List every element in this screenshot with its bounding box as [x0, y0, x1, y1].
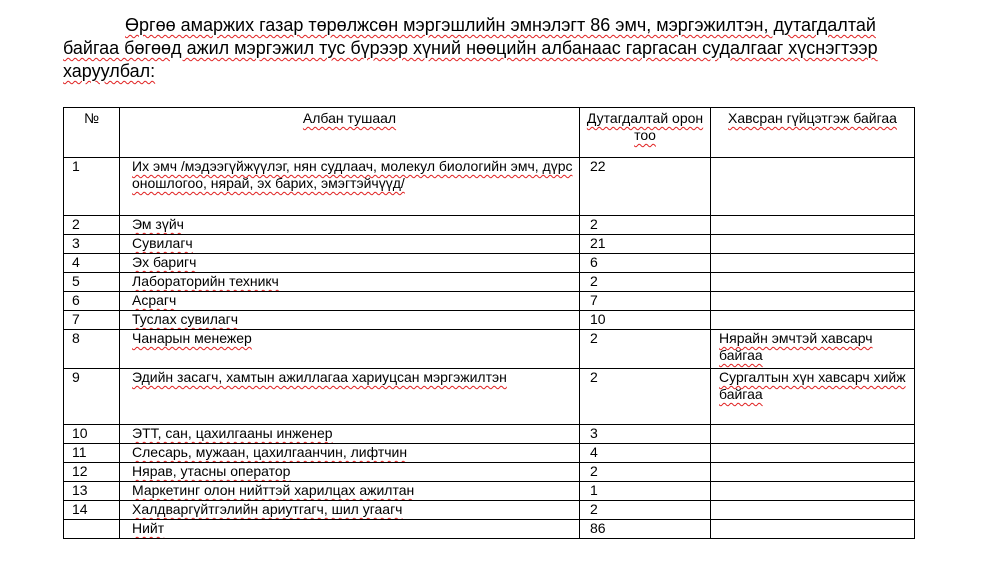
- intro-paragraph: Өргөө амаржих газар төрөлжсөн мэргэшлийн эмнэлэгт 86 эмч, мэргэжилтэн, дутагдалтай байгаа бөгөөд ажил мэргэжил тус бүрээр хүний нөөцийн албанаас гаргасан судалгааг хүснэгтээр харуулбал:: [63, 15, 878, 81]
- cell-shortage: 22: [580, 158, 711, 216]
- table-row: [64, 216, 915, 235]
- cell-number: 1: [64, 158, 120, 216]
- cell-number: 8: [64, 330, 120, 369]
- cell-shortage: 7: [580, 292, 711, 311]
- cell-shortage: 86: [580, 520, 711, 539]
- cell-shortage: 2: [580, 501, 711, 520]
- cell-combined: [711, 501, 915, 520]
- table-row: [64, 425, 915, 444]
- table-row: [64, 330, 915, 369]
- cell-shortage: 10: [580, 311, 711, 330]
- table-row: [64, 444, 915, 463]
- cell-shortage: 4: [580, 444, 711, 463]
- cell-position: Эдийн засагч, хамтын ажиллагаа хариуцсан мэргэжилтэн: [120, 369, 580, 425]
- table-body: [64, 158, 915, 539]
- cell-position: Сувилагч: [120, 235, 580, 254]
- table-total-row: [64, 520, 915, 539]
- cell-number: 4: [64, 254, 120, 273]
- cell-combined: Сургалтын хүн хавсарч хийж байгаа: [711, 369, 915, 425]
- cell-position: Их эмч /мэдээгүйжүүлэг, нян судлаач, молекул биологийн эмч, дүрс оношлогоо, нярай, эх барих, эмэгтэйчүүд/: [120, 158, 580, 216]
- cell-number: 14: [64, 501, 120, 520]
- cell-position: Халдваргүйтгэлийн ариутгагч, шил угаагч: [120, 501, 580, 520]
- cell-number: 3: [64, 235, 120, 254]
- cell-number: [64, 520, 120, 539]
- cell-combined: [711, 235, 915, 254]
- cell-position: Чанарын менежер: [120, 330, 580, 369]
- cell-number: 7: [64, 311, 120, 330]
- cell-position: Нярав, утасны оператор: [120, 463, 580, 482]
- cell-number: 13: [64, 482, 120, 501]
- cell-combined: [711, 311, 915, 330]
- cell-shortage: 3: [580, 425, 711, 444]
- table-row: [64, 292, 915, 311]
- cell-shortage: 2: [580, 463, 711, 482]
- table-row: [64, 158, 915, 216]
- cell-shortage: 2: [580, 330, 711, 369]
- staff-shortage-table: [63, 107, 915, 539]
- cell-number: 11: [64, 444, 120, 463]
- table-row: [64, 254, 915, 273]
- cell-number: 6: [64, 292, 120, 311]
- cell-position: Маркетинг олон нийттэй харилцах ажилтан: [120, 482, 580, 501]
- table-row: [64, 369, 915, 425]
- cell-position: ЭТТ, сан, цахилгааны инженер: [120, 425, 580, 444]
- table-header-row: [64, 108, 915, 158]
- cell-position: Туслах сувилагч: [120, 311, 580, 330]
- cell-combined: [711, 425, 915, 444]
- cell-combined: [711, 463, 915, 482]
- table-row: [64, 235, 915, 254]
- cell-position: Лабораторийн техникч: [120, 273, 580, 292]
- header-combined: Хавсран гүйцэтгэж байгаа: [711, 108, 915, 158]
- cell-position: Эх баригч: [120, 254, 580, 273]
- cell-shortage: 2: [580, 216, 711, 235]
- cell-shortage: 2: [580, 273, 711, 292]
- cell-number: 2: [64, 216, 120, 235]
- header-position: Албан тушаал: [120, 108, 580, 158]
- cell-position: Нийт: [120, 520, 580, 539]
- table-row: [64, 311, 915, 330]
- cell-combined: [711, 254, 915, 273]
- table-row: [64, 482, 915, 501]
- cell-combined: [711, 444, 915, 463]
- cell-position: Слесарь, мужаан, цахилгаанчин, лифтчин: [120, 444, 580, 463]
- cell-combined: [711, 292, 915, 311]
- cell-combined: [711, 158, 915, 216]
- cell-shortage: 2: [580, 369, 711, 425]
- cell-combined: [711, 216, 915, 235]
- cell-number: 9: [64, 369, 120, 425]
- cell-combined: Нярайн эмчтэй хавсарч байгаа: [711, 330, 915, 369]
- cell-combined: [711, 482, 915, 501]
- cell-position: Асрагч: [120, 292, 580, 311]
- table-row: [64, 273, 915, 292]
- header-number: №: [64, 108, 120, 158]
- table-row: [64, 463, 915, 482]
- cell-combined: [711, 273, 915, 292]
- header-shortage: Дутагдалтай орон тоо: [580, 108, 711, 158]
- cell-number: 10: [64, 425, 120, 444]
- table-row: [64, 501, 915, 520]
- cell-combined: [711, 520, 915, 539]
- cell-shortage: 6: [580, 254, 711, 273]
- cell-position: Эм зүйч: [120, 216, 580, 235]
- cell-number: 12: [64, 463, 120, 482]
- cell-number: 5: [64, 273, 120, 292]
- cell-shortage: 21: [580, 235, 711, 254]
- cell-shortage: 1: [580, 482, 711, 501]
